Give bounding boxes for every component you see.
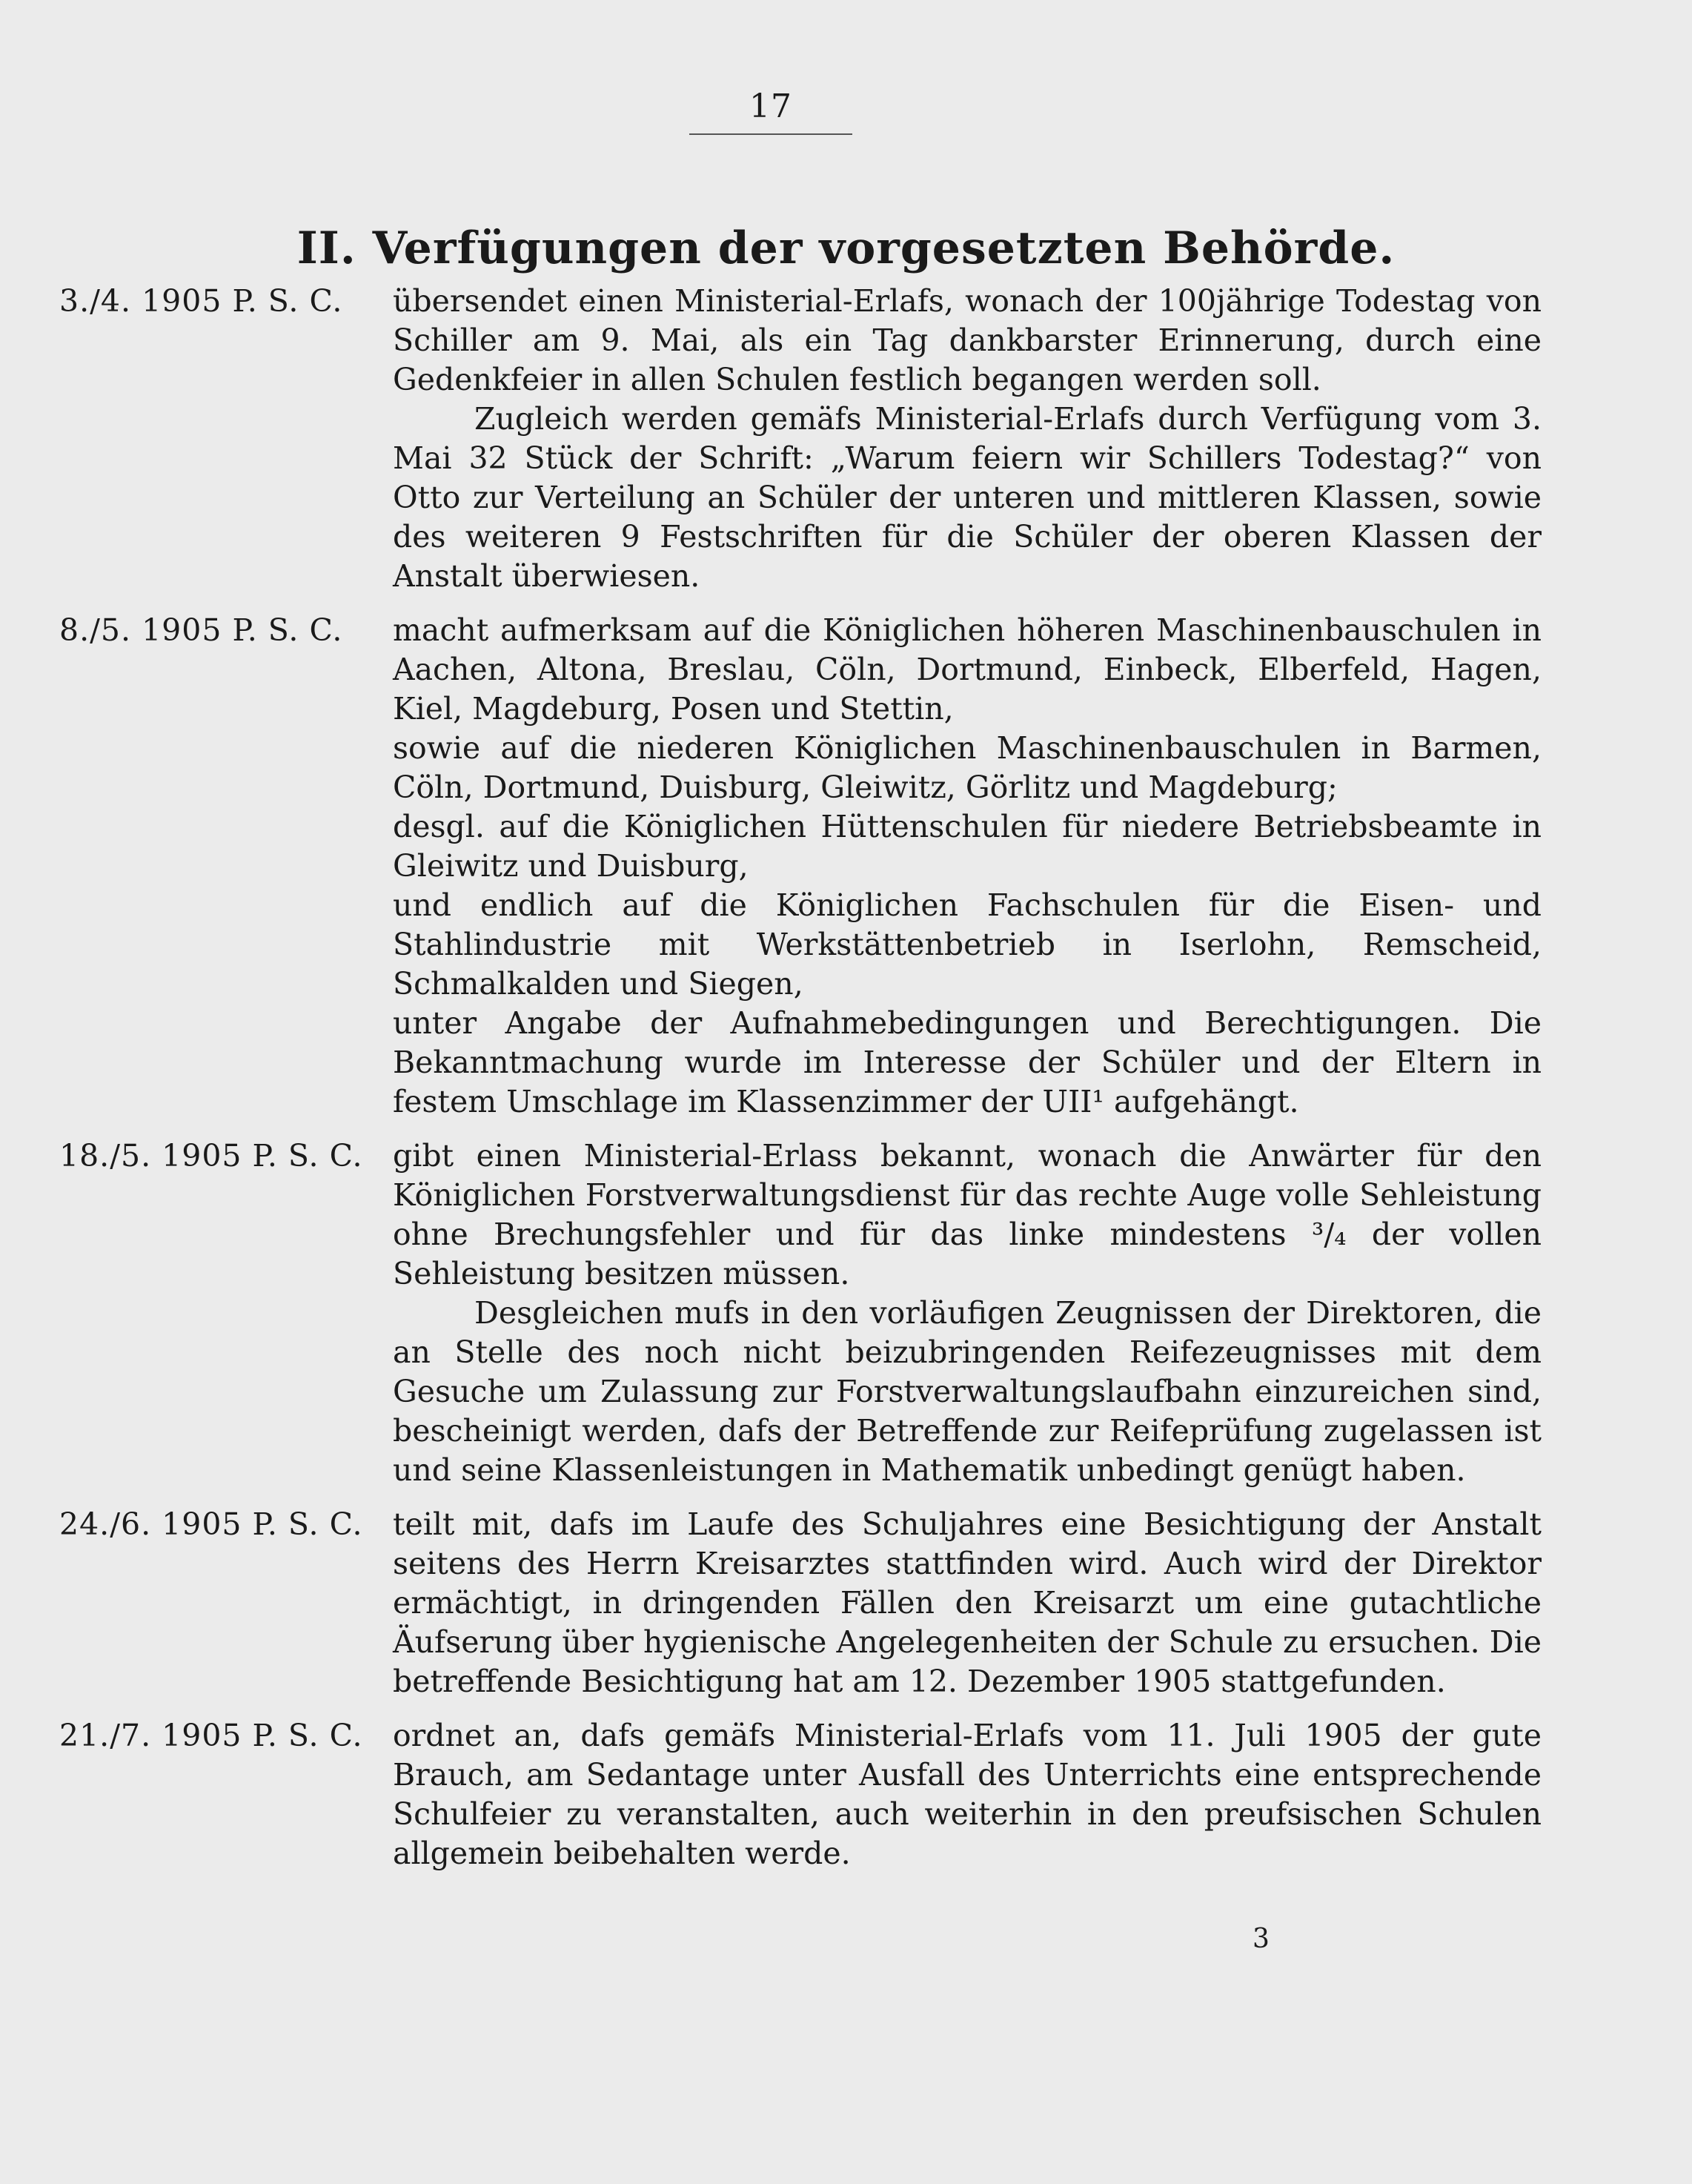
entry-body	[393, 1716, 1542, 1873]
entry	[59, 1136, 1542, 1490]
entry	[59, 611, 1542, 1122]
entry-reference: 21./7. 1905 P. S. C.	[59, 1718, 363, 1753]
entry-reference: 8./5. 1905 P. S. C.	[59, 612, 343, 648]
section-heading: II. Verfügungen der vorgesetzten Behörde.	[296, 222, 1396, 274]
entry-body	[393, 282, 1542, 596]
page-number-rule	[689, 133, 852, 135]
signature-mark: 3	[1253, 1924, 1270, 1954]
entry	[59, 282, 1542, 596]
entry-reference: 3./4. 1905 P. S. C.	[59, 283, 343, 319]
entry-paragraph: sowie auf die niederen Königlichen Maschinenbauschulen in Barmen, Cöln, Dortmund, Duisburg, Gleiwitz, Görlitz und Magdeburg;	[393, 730, 1542, 805]
entry-paragraph: Zugleich werden gemäfs Ministerial-Erlafs durch Verfügung vom 3. Mai 32 Stück der Schrift: „Warum feiern wir Schillers Todestag?“ von Otto zur Verteilung an Schüler der unteren und mittleren Klassen, sowie des weiteren 9 Festschriften für die Schüler der oberen Klassen der Anstalt überwiesen.	[393, 401, 1542, 594]
page-number: 17	[749, 87, 792, 125]
entry-paragraph: ordnet an, dafs gemäfs Ministerial-Erlafs vom 11. Juli 1905 der gute Brauch, am Sedantage unter Ausfall des Unterrichts eine entsprechende Schulfeier zu veranstalten, auch weiterhin in den preufsischen Schulen allgemein beibehalten werde.	[393, 1718, 1542, 1871]
entries-list	[59, 282, 1542, 1873]
entry-body	[393, 611, 1542, 1122]
entry-body	[393, 1505, 1542, 1701]
entry	[59, 1716, 1542, 1873]
entry	[59, 1505, 1542, 1701]
entry-paragraph: desgl. auf die Königlichen Hüttenschulen für niedere Betriebsbeamte in Gleiwitz und Duisburg,	[393, 809, 1542, 884]
entry-body	[393, 1136, 1542, 1490]
entry-reference: 24./6. 1905 P. S. C.	[59, 1506, 363, 1542]
entry-paragraph: unter Angabe der Aufnahmebedingungen und Berechtigungen. Die Bekanntmachung wurde im Interesse der Schüler und der Eltern in festem Umschlage im Klassenzimmer der UII¹ aufgehängt.	[393, 1005, 1542, 1119]
entry-reference: 18./5. 1905 P. S. C.	[59, 1138, 363, 1174]
entry-paragraph: gibt einen Ministerial-Erlass bekannt, wonach die Anwärter für den Königlichen Forstverwaltungsdienst für das rechte Auge volle Sehleistung ohne Brechungsfehler und für das linke mindestens ³/₄ der vollen Sehleistung besitzen müssen.	[393, 1138, 1542, 1291]
entry-paragraph: teilt mit, dafs im Laufe des Schuljahres eine Besichtigung der Anstalt seitens des Herrn Kreisarztes stattfinden wird. Auch wird der Direktor ermächtigt, in dringenden Fällen den Kreisarzt um eine gutachtliche Äufserung über hygienische Angelegenheiten der Schule zu ersuchen. Die betreffende Besichtigung hat am 12. Dezember 1905 stattgefunden.	[393, 1506, 1542, 1699]
entry-paragraph: macht aufmerksam auf die Königlichen höheren Maschinenbauschulen in Aachen, Altona, Breslau, Cöln, Dortmund, Einbeck, Elberfeld, Hagen, Kiel, Magdeburg, Posen und Stettin,	[393, 612, 1542, 727]
entry-paragraph: Desgleichen mufs in den vorläufigen Zeugnissen der Direktoren, die an Stelle des noch nicht beizubringenden Reifezeugnisses mit dem Gesuche um Zulassung zur Forstverwaltungslaufbahn einzureichen sind, bescheinigt werden, dafs der Betreffende zur Reifeprüfung zugelassen ist und seine Klassenleistungen in Mathematik unbedingt genügt haben.	[393, 1295, 1542, 1488]
entry-paragraph: übersendet einen Ministerial-Erlafs, wonach der 100jährige Todestag von Schiller am 9. Mai, als ein Tag dankbarster Erinnerung, durch eine Gedenkfeier in allen Schulen festlich begangen werden soll.	[393, 283, 1542, 397]
entry-paragraph: und endlich auf die Königlichen Fachschulen für die Eisen- und Stahlindustrie mit Werkstättenbetrieb in Iserlohn, Remscheid, Schmalkalden und Siegen,	[393, 887, 1542, 1002]
